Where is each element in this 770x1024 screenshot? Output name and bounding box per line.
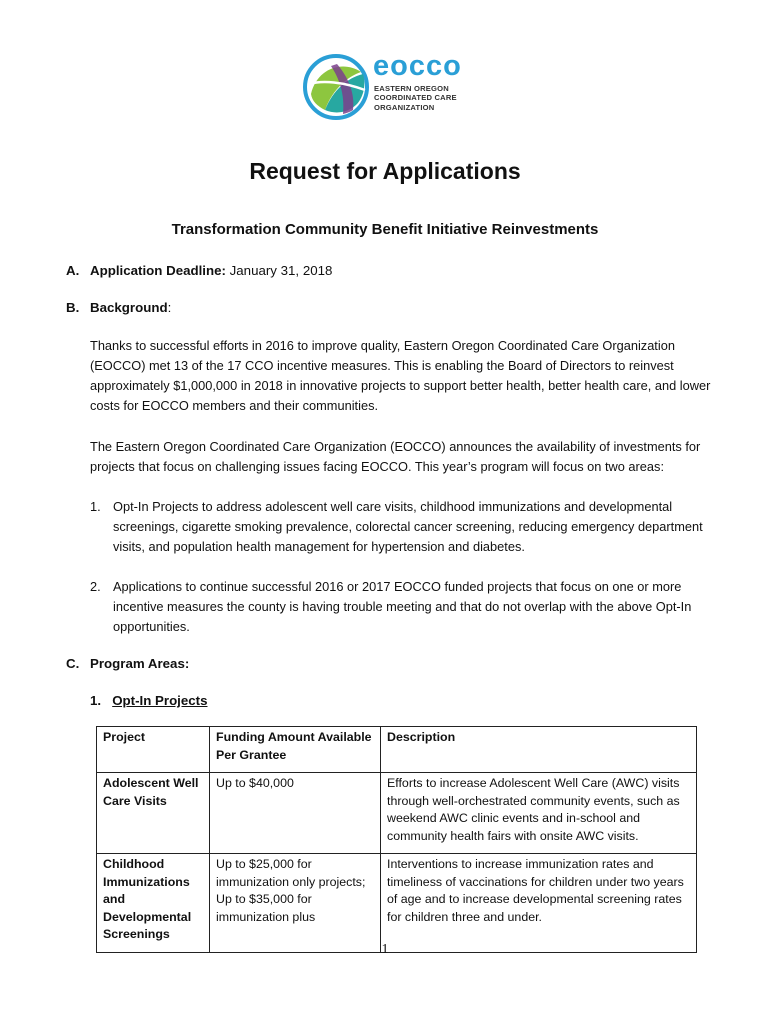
section-letter: B. (66, 300, 80, 315)
logo-subtitle-line: COORDINATED CARE (374, 93, 457, 103)
page-subtitle: Transformation Community Benefit Initiative Reinvestments (171, 221, 599, 238)
page-number: 1 (381, 942, 389, 957)
list-item (90, 577, 730, 637)
optin-title: Opt-In Projects (112, 693, 208, 708)
column-header-funding: Funding Amount Available Per Grantee (210, 727, 381, 773)
section-letter: A. (66, 263, 80, 278)
section-label: Program Areas: (90, 656, 190, 671)
list-item-number: 2. (90, 579, 101, 594)
section-a-deadline (66, 263, 332, 278)
cell-funding: Up to $25,000 for immunization only projects; Up to $35,000 for immunization plus (210, 854, 381, 953)
background-paragraph-2: The Eastern Oregon Coordinated Care Organization (EOCCO) announces the availability of investments for projects that focus on challenging issues facing EOCCO. This year’s program will focus on two areas: (90, 439, 701, 474)
optin-number: 1. (90, 693, 102, 708)
cell-project: Childhood Immunizations and Developmental Screenings (97, 854, 210, 953)
eocco-logo-mark-icon (303, 54, 369, 120)
page-title: Request for Applications (249, 158, 521, 184)
section-b-background (66, 300, 171, 315)
logo-subtitle (374, 84, 457, 112)
cell-description: Interventions to increase immunization rates and timeliness of vaccinations for children under two years of age and to increase developmental screening rates for children three and under. (381, 854, 697, 953)
cell-description: Efforts to increase Adolescent Well Care (AWC) visits through well-orchestrated community events, such as weekend AWC clinic events and in-school and community health fairs with onsite AWC visits. (381, 773, 697, 854)
cell-project: Adolescent Well Care Visits (97, 773, 210, 854)
table-row (97, 773, 697, 854)
background-paragraph-1: Thanks to successful efforts in 2016 to improve quality, Eastern Oregon Coordinated Care Organization (EOCCO) met 13 of the 17 CCO incentive measures. This is enabling the Board of Directors to reinvest approximately $1,000,000 in 2018 in innovative projects to support better health, better health care, and lower costs for EOCCO members and their communities. (90, 338, 711, 413)
logo-subtitle-line: ORGANIZATION (374, 102, 435, 112)
logo-subtitle-line: EASTERN OREGON (374, 84, 449, 93)
section-letter: C. (66, 656, 80, 671)
list-item-text: Opt-In Projects to address adolescent well care visits, childhood immunizations and developmental screenings, cigarette smoking prevalence, colorectal cancer screening, reducing emergency department visits, and population health management for hypertension and diabetes. (113, 499, 703, 554)
section-colon: : (167, 300, 172, 315)
column-header-project: Project (97, 727, 210, 773)
deadline-value: January 31, 2018 (229, 263, 333, 278)
table-header-row (97, 727, 697, 773)
logo-wordmark: eocco (373, 50, 462, 82)
section-label: Background (90, 300, 168, 315)
eocco-logo (303, 50, 473, 126)
section-c-program-areas (66, 656, 189, 671)
list-item-number: 1. (90, 499, 101, 514)
list-item-text: Applications to continue successful 2016 or 2017 EOCCO funded projects that focus on one or more incentive measures the county is having trouble meeting and that do not overlap with the above Opt-In opportunities. (113, 579, 692, 634)
list-item (90, 497, 730, 557)
optin-heading (90, 693, 208, 708)
table-row (97, 854, 697, 953)
cell-funding: Up to $40,000 (210, 773, 381, 854)
column-header-description: Description (381, 727, 697, 773)
section-label: Application Deadline: (90, 263, 226, 278)
optin-projects-table (96, 726, 697, 953)
